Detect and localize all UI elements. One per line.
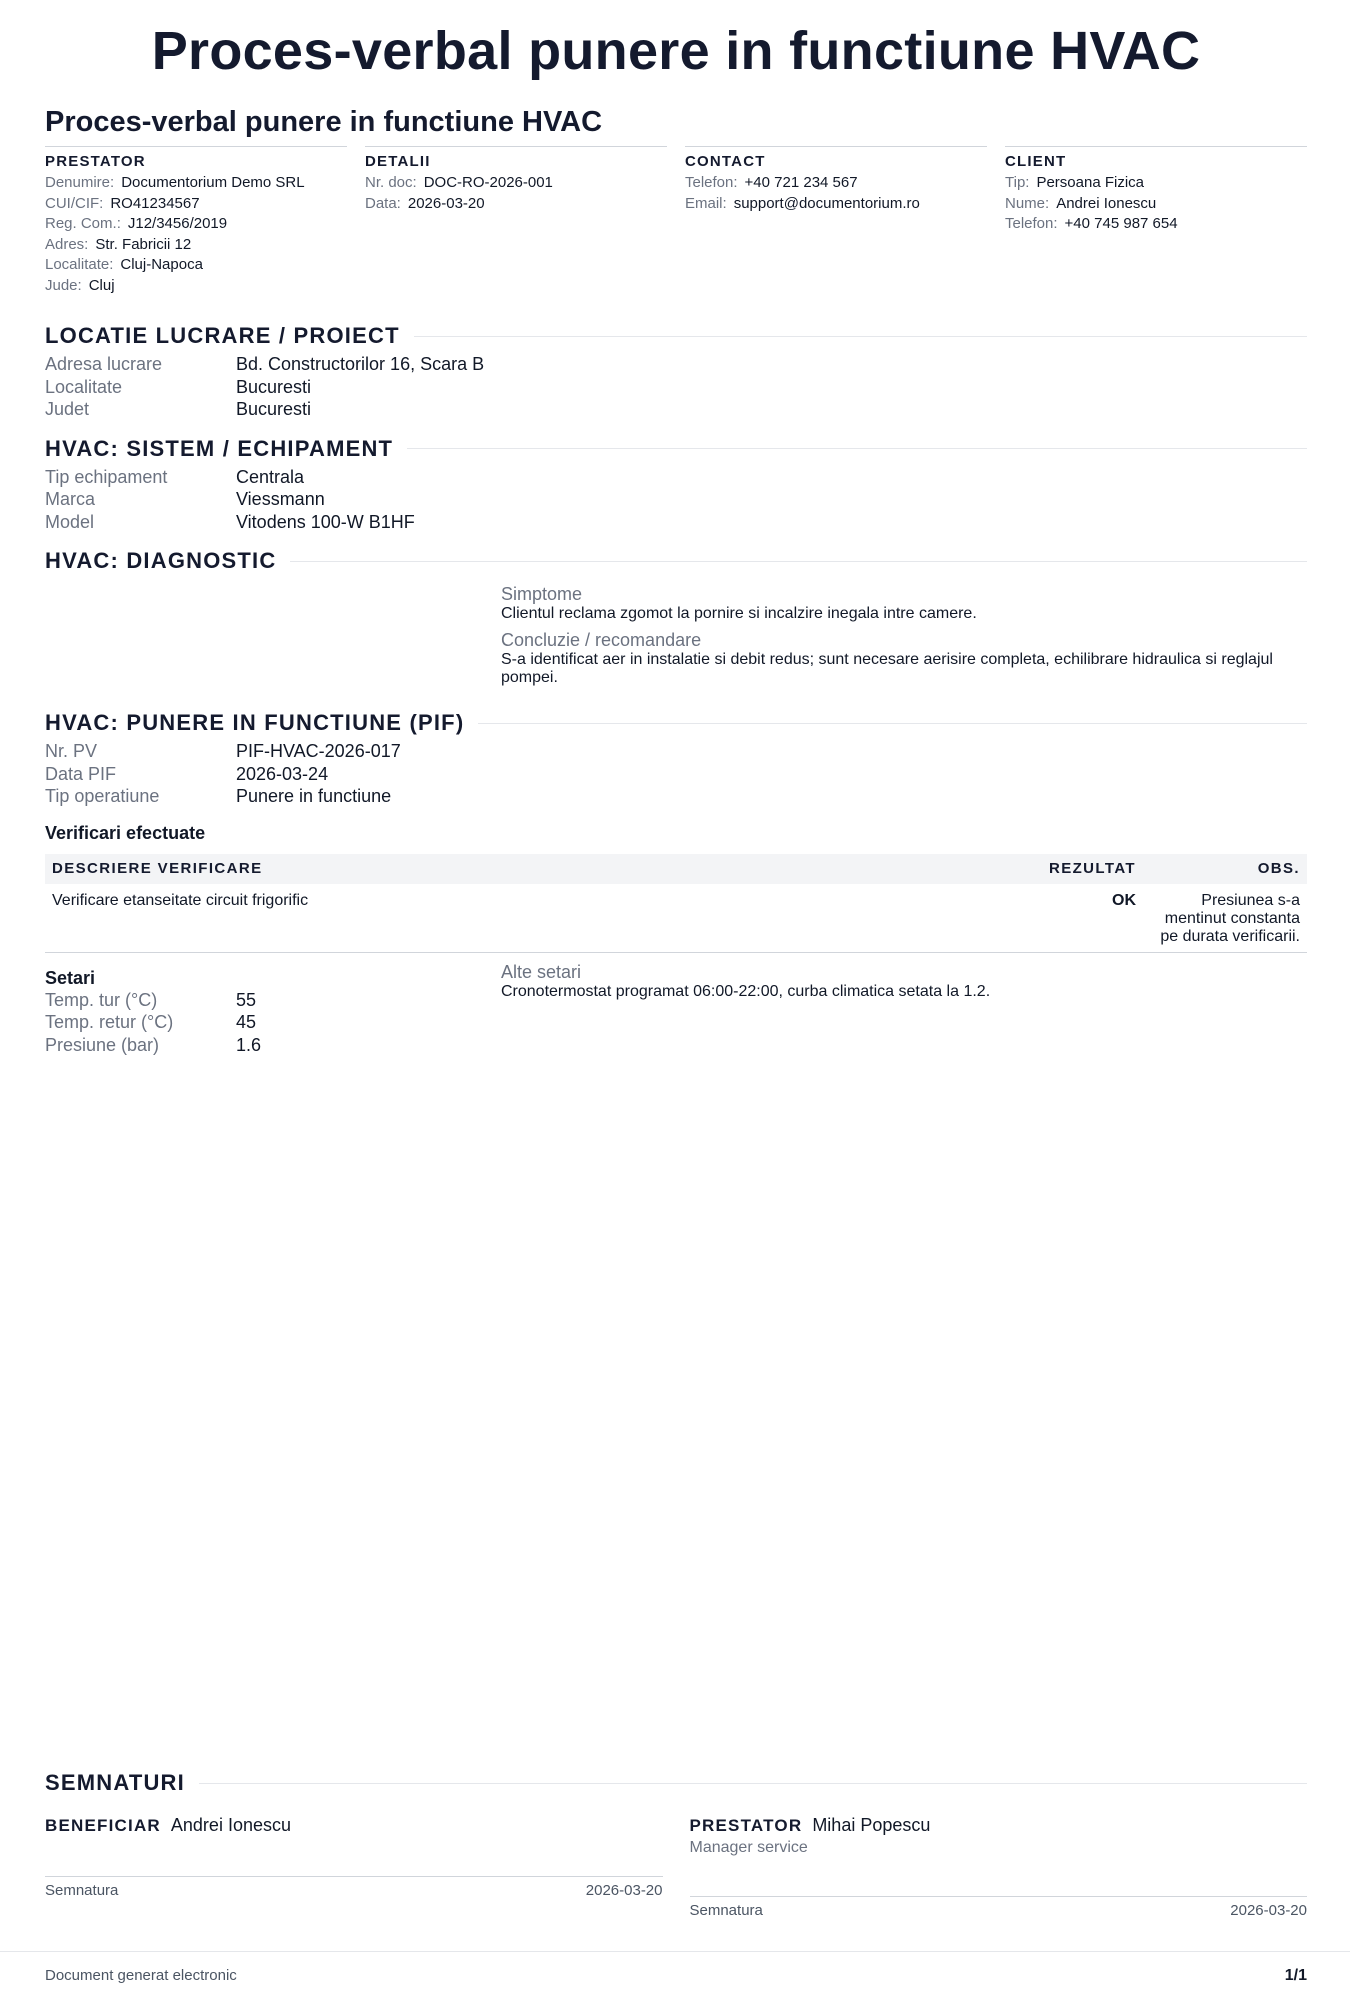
page-footer bbox=[45, 1967, 1307, 1985]
header-info bbox=[45, 146, 1307, 296]
value: PIF-HVAC-2026-017 bbox=[236, 741, 401, 761]
value: 55 bbox=[236, 989, 257, 1010]
beneficiar-role: BENEFICIAR bbox=[45, 1816, 161, 1835]
table-row bbox=[45, 884, 1307, 953]
section-title-pif: HVAC: PUNERE IN FUNCTIUNE (PIF) bbox=[45, 710, 465, 735]
contact-block bbox=[685, 146, 987, 296]
signature-prestator bbox=[690, 1813, 1308, 1919]
label: Tip operatiune bbox=[45, 786, 160, 806]
value: 1.6 bbox=[236, 1034, 262, 1055]
detalii-data bbox=[365, 194, 667, 215]
value: support@documentorium.ro bbox=[733, 194, 920, 212]
label: Marca bbox=[45, 489, 96, 509]
prestator-name: Mihai Popescu bbox=[812, 1815, 931, 1835]
value: DOC-RO-2026-001 bbox=[423, 174, 553, 191]
sistem-row bbox=[45, 466, 1307, 489]
locatie-row bbox=[45, 376, 1307, 399]
document-title: Proces-verbal punere in functiune HVAC bbox=[151, 21, 1201, 81]
prestator-sub: Manager service bbox=[689, 1839, 808, 1856]
contact-email bbox=[685, 194, 987, 215]
label: Reg. Com.: bbox=[45, 215, 121, 232]
value: Persoana Fizica bbox=[1036, 174, 1145, 191]
label: Tip echipament bbox=[45, 466, 168, 487]
setari-heading: Setari bbox=[45, 967, 96, 988]
section-locatie bbox=[45, 322, 1307, 350]
client-tip bbox=[1005, 173, 1307, 194]
table-header-row bbox=[45, 854, 1307, 884]
detalii-block bbox=[365, 146, 667, 296]
section-divider bbox=[290, 561, 1307, 562]
value: Punere in functiune bbox=[236, 786, 392, 806]
section-sistem bbox=[45, 435, 1307, 463]
label: Telefon: bbox=[685, 174, 738, 191]
beneficiar-name-line bbox=[45, 1813, 663, 1838]
label: Nr. PV bbox=[45, 741, 98, 761]
client-telefon bbox=[1005, 214, 1307, 235]
section-title-sistem: HVAC: SISTEM / ECHIPAMENT bbox=[45, 435, 394, 461]
value: RO41234567 bbox=[110, 194, 200, 212]
prestator-cui bbox=[45, 194, 347, 215]
value: 2026-03-24 bbox=[236, 763, 329, 784]
prestator-block bbox=[45, 146, 347, 296]
contact-telefon bbox=[685, 173, 987, 194]
setari-area bbox=[45, 961, 1307, 1057]
label: Email: bbox=[685, 194, 727, 212]
contact-heading: CONTACT bbox=[685, 153, 766, 170]
label: Nume: bbox=[1005, 194, 1050, 212]
label: Localitate bbox=[45, 376, 123, 397]
column-header-obs: OBS. bbox=[1143, 854, 1307, 884]
value: Andrei Ionescu bbox=[1056, 194, 1157, 212]
label: Temp. retur (°C) bbox=[45, 1012, 174, 1032]
section-diagnostic bbox=[45, 547, 1307, 575]
sistem-rows bbox=[45, 466, 1307, 534]
locatie-row bbox=[45, 353, 1307, 376]
locatie-rows bbox=[45, 353, 1307, 421]
value: J12/3456/2019 bbox=[127, 215, 228, 232]
locatie-row bbox=[45, 398, 1307, 421]
client-nume bbox=[1005, 194, 1307, 215]
simptome-label: Simptome bbox=[501, 584, 583, 604]
column-header-descriere: DESCRIERE VERIFICARE bbox=[45, 854, 999, 884]
prestator-heading: PRESTATOR bbox=[45, 153, 146, 170]
beneficiar-signature-line bbox=[45, 1876, 663, 1899]
cell-obs: Presiunea s-a mentinut constanta pe durata verificarii. bbox=[1143, 884, 1307, 953]
prestator-jude bbox=[45, 276, 347, 297]
simptome-text: Clientul reclama zgomot la pornire si incalzire inegala intre camere. bbox=[501, 605, 977, 622]
value: Bucuresti bbox=[236, 399, 312, 419]
client-heading: CLIENT bbox=[1005, 153, 1067, 170]
sistem-row bbox=[45, 488, 1307, 511]
page-number: 1/1 bbox=[1284, 1967, 1307, 1984]
prestator-signature-line bbox=[690, 1896, 1308, 1919]
detalii-heading: DETALII bbox=[365, 153, 431, 170]
document-subtitle: Proces-verbal punere in functiune HVAC bbox=[45, 106, 603, 138]
label: Data: bbox=[365, 194, 401, 212]
label: Telefon: bbox=[1005, 215, 1058, 232]
value: +40 745 987 654 bbox=[1064, 215, 1178, 232]
signatures-area bbox=[45, 1769, 1307, 1919]
document-page bbox=[45, 0, 1307, 2000]
value: Str. Fabricii 12 bbox=[95, 235, 192, 253]
concluzie-label: Concluzie / recomandare bbox=[501, 630, 702, 650]
label: Jude: bbox=[45, 276, 82, 294]
pif-row bbox=[45, 740, 1307, 763]
verificari-table bbox=[45, 854, 1307, 953]
alte-setari-text: Cronotermostat programat 06:00-22:00, curba climatica setata la 1.2. bbox=[501, 982, 991, 1000]
value: Centrala bbox=[236, 466, 305, 487]
prestator-sign-label: Semnatura bbox=[689, 1902, 763, 1919]
prestator-denumire bbox=[45, 173, 347, 194]
prestator-sign-date: 2026-03-20 bbox=[1230, 1902, 1307, 1919]
label: Tip: bbox=[1005, 174, 1030, 191]
label: Temp. tur (°C) bbox=[45, 989, 158, 1010]
section-title-diagnostic: HVAC: DIAGNOSTIC bbox=[45, 548, 277, 573]
column-header-rezultat: REZULTAT bbox=[999, 854, 1143, 884]
pif-rows bbox=[45, 740, 1307, 808]
value: +40 721 234 567 bbox=[744, 174, 858, 191]
value: Viessmann bbox=[236, 489, 325, 509]
alte-setari-block bbox=[501, 961, 990, 1057]
value: Bucuresti bbox=[236, 376, 312, 397]
signature-row bbox=[45, 1813, 1307, 1919]
prestator-localitate bbox=[45, 255, 347, 276]
alte-setari-label: Alte setari bbox=[501, 961, 582, 982]
detalii-nr-doc bbox=[365, 173, 667, 194]
setari-row bbox=[45, 989, 501, 1012]
label: CUI/CIF: bbox=[45, 194, 104, 212]
label: Data PIF bbox=[45, 763, 117, 784]
prestator-name-line bbox=[690, 1813, 1308, 1838]
section-title-locatie: LOCATIE LUCRARE / PROIECT bbox=[45, 323, 400, 348]
label: Nr. doc: bbox=[365, 174, 417, 191]
value: Vitodens 100-W B1HF bbox=[236, 511, 415, 532]
section-pif bbox=[45, 709, 1307, 737]
beneficiar-sign-date: 2026-03-20 bbox=[585, 1882, 663, 1899]
section-title-semnaturi: SEMNATURI bbox=[45, 1770, 185, 1795]
beneficiar-name: Andrei Ionescu bbox=[170, 1815, 291, 1835]
label: Presiune (bar) bbox=[45, 1034, 160, 1055]
setari-row bbox=[45, 1011, 501, 1034]
label: Adres: bbox=[45, 235, 89, 253]
value: Cluj-Napoca bbox=[120, 256, 203, 273]
setari-block bbox=[45, 961, 501, 1057]
label: Judet bbox=[45, 399, 90, 419]
footer-note: Document generat electronic bbox=[45, 1967, 237, 1984]
sistem-row bbox=[45, 511, 1307, 534]
section-divider bbox=[407, 448, 1307, 449]
cell-rezultat: OK bbox=[999, 884, 1143, 953]
section-divider bbox=[414, 336, 1307, 337]
label: Model bbox=[45, 511, 95, 532]
client-block bbox=[1005, 146, 1307, 296]
pif-row bbox=[45, 763, 1307, 786]
beneficiar-sign-label: Semnatura bbox=[45, 1882, 119, 1899]
section-divider bbox=[478, 723, 1307, 724]
footer-divider bbox=[0, 1951, 1350, 1952]
label: Adresa lucrare bbox=[45, 354, 163, 374]
diagnostic-details bbox=[501, 583, 1307, 687]
concluzie-text: S-a identificat aer in instalatie si debit redus; sunt necesare aerisire completa, echilibrare hidraulica si reglajul pompei. bbox=[501, 651, 1273, 686]
pif-row bbox=[45, 785, 1307, 808]
prestator-adres bbox=[45, 235, 347, 256]
signature-beneficiar bbox=[45, 1813, 663, 1919]
value: 2026-03-20 bbox=[407, 194, 485, 212]
prestator-role: PRESTATOR bbox=[689, 1816, 803, 1835]
value: Bd. Constructorilor 16, Scara B bbox=[236, 354, 485, 374]
verificari-heading: Verificari efectuate bbox=[45, 822, 206, 843]
cell-descriere: Verificare etanseitate circuit frigorific bbox=[45, 884, 999, 953]
setari-row bbox=[45, 1034, 501, 1057]
value: 45 bbox=[236, 1012, 257, 1032]
section-divider bbox=[199, 1783, 1307, 1784]
value: Cluj bbox=[88, 276, 115, 294]
label: Denumire: bbox=[45, 174, 115, 191]
label: Localitate: bbox=[45, 256, 114, 273]
prestator-regcom bbox=[45, 214, 347, 235]
section-semnaturi bbox=[45, 1769, 1307, 1797]
value: Documentorium Demo SRL bbox=[121, 174, 305, 191]
